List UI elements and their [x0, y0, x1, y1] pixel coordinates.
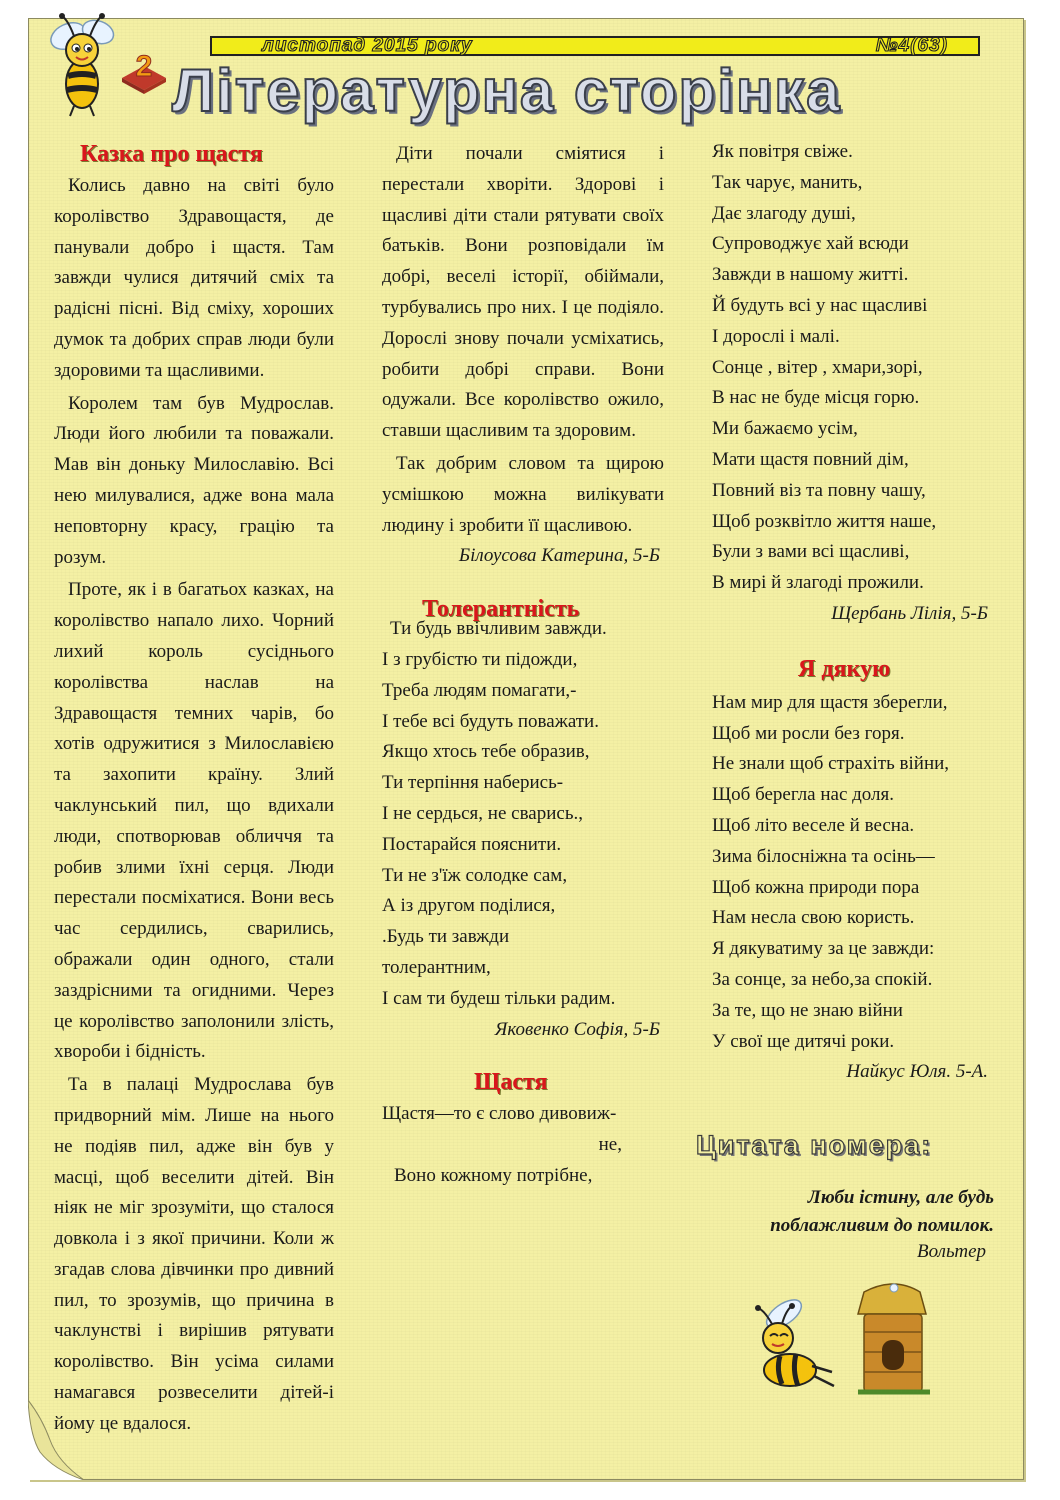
poem-line: Ти не з'їж солодке сам, — [382, 864, 568, 886]
poem-line: Зима білосніжна та осінь— — [712, 845, 935, 867]
poem-line: Як повітря свіже. — [712, 141, 853, 162]
bee-beehive-icon — [744, 1274, 940, 1404]
quote-heading: Цитата номера: — [696, 1130, 933, 1160]
svg-text:2: 2 — [135, 50, 153, 83]
issue-date: листопад 2015 року — [262, 35, 473, 56]
quote-text: Люби істину, але будь поблажливим до помилок. — [770, 1187, 994, 1236]
story-paragraph-2: Королем там був Мудрослав. Люди його любили та поважали. Мав він доньку Милославію. Всі нею милувалися, адже вона мала неповторну красу, грацію та розум. — [54, 392, 334, 568]
poem-line: І дорослі і малі. — [712, 325, 840, 347]
poem-line: Супроводжує хай всюди — [712, 233, 909, 255]
poem-line: Я дякуватиму за це завжди: — [712, 938, 935, 960]
poem-line: Постарайся пояснити. — [382, 833, 562, 855]
thanks-poem — [712, 688, 994, 1058]
poem-line: В мирі й злагоді прожили. — [712, 572, 924, 594]
column-3 — [712, 137, 994, 1088]
poem-line: І з грубістю ти підожди, — [382, 648, 578, 670]
story-paragraph-1: Колись давно на світі було королівство Здравощастя, де панували добро і щастя. Там завжди чулися дитячий сміх та радісні пісні. Від сміху, хороших думок та добрих справ люди були здоровими та щасливими. — [54, 175, 334, 381]
happiness-title: Щастя — [474, 1069, 548, 1096]
issue-header-bar — [210, 36, 980, 56]
tolerance-title: Толерантність — [422, 596, 580, 623]
poem-line: Сонце , вітер , хмари,зорі, — [712, 356, 923, 378]
happiness-poem-part-1 — [382, 1099, 664, 1191]
story-paragraph-6: Так добрим словом та щирою усмішкою можна вилікувати людину і зробити її щасливою. — [382, 452, 664, 536]
poem-line: Мати щастя повний дім, — [712, 448, 909, 470]
tolerance-author: Яковенко Софія, 5-Б — [494, 1018, 660, 1040]
poem-line: І сам ти будеш тільки радим. — [382, 987, 616, 1009]
issue-number: №4(63) — [875, 35, 948, 56]
poem-line: Ти терпіння наберись- — [382, 772, 564, 794]
poem-line: Воно кожному потрібне, — [394, 1164, 593, 1186]
quote-author: Вольтер — [917, 1241, 986, 1262]
poem-line: толерантним, — [382, 956, 491, 978]
poem-line: За те, що не знаю війни — [712, 999, 903, 1021]
story-paragraph-4: Та в палаці Мудрослава був придворний мім. Лише на нього не подіяв пил, адже він був у масці, щоб веселити дітей. Він ніяк не міг зрозуміти, що сталося довкола і з якої причини. Коли ж згадав слова дівчинки про дивний пил, то зрозумів, що причина в чаклунстві і вирішив рятувати королівство. Він усіма силами намагався розвеселити дітей-і йому це вдалося. — [54, 1074, 334, 1434]
poem-line: Нам мир для щастя зберегли, — [712, 691, 948, 713]
poem-line: Й будуть всі у нас щасливі — [712, 294, 928, 316]
poem-line: Щоб розквітло життя наше, — [712, 510, 937, 532]
tolerance-poem — [382, 614, 664, 1014]
poem-line: А із другом поділися, — [382, 895, 556, 917]
poem-line: не, — [598, 1134, 622, 1156]
poem-line: В нас не буде місця горю. — [712, 387, 920, 409]
poem-line: Щоб кожна природи пора — [712, 876, 920, 898]
poem-line: Щастя—то є слово дивовиж- — [382, 1103, 617, 1125]
poem-line: Якщо хтось тебе образив, — [382, 741, 590, 763]
poem-line: Треба людям помагати,- — [382, 679, 577, 701]
poem-line: У свої ще дитячі роки. — [712, 1030, 895, 1052]
happiness-author: Щербань Лілія, 5-Б — [831, 602, 988, 624]
poem-line: І тебе всі будуть поважати. — [382, 710, 599, 732]
poem-line: І не сердься, не сварись., — [382, 802, 583, 824]
thanks-title: Я дякую — [798, 655, 891, 682]
column-1 — [54, 137, 334, 1440]
poem-line: Повний віз та повну чашу, — [712, 479, 926, 501]
page-title: Літературна сторінка — [172, 57, 842, 124]
poem-line: .Будь ти завжди — [382, 926, 510, 948]
poem-line: Нам несла свою користь. — [712, 907, 915, 929]
story-paragraph-5: Діти почали сміятися і перестали хворіти. Здорові і щасливі діти стали рятувати своїх батьків. Вони розповідали їм добрі, веселі історії, обіймали, турбувались про них. І це подіяло. Дорослі знову почали усміхатись, робити добрі справи. Вони одужали. Все королівство ожило, ставши щасливим та здоровим. — [382, 143, 664, 442]
poem-line: Були з вами всі щасливі, — [712, 541, 910, 563]
thanks-author: Найкус Юля. 5-А. — [846, 1061, 988, 1083]
column-2 — [382, 137, 664, 1192]
poem-line: Ми бажаємо усім, — [712, 418, 858, 440]
poem-line: Дає злагоду душі, — [712, 202, 856, 224]
bee-icon — [38, 6, 128, 118]
issue-badge-icon — [118, 48, 170, 94]
poem-line: Щоб літо веселе й весна. — [712, 814, 915, 836]
story-title: Казка про щастя — [80, 141, 263, 167]
poem-line: Щоб берегла нас доля. — [712, 784, 895, 806]
poem-line: За сонце, за небо,за спокій. — [712, 968, 933, 990]
poem-line: Не знали щоб страхіть війни, — [712, 753, 950, 775]
story-author: Білоусова Катерина, 5-Б — [458, 545, 660, 567]
story-paragraph-3: Проте, як і в багатьох казках, на королівство напало лихо. Чорний лихий король сусіднього королівства наслав на Здравощастя темних чарів, бо хотів одружитися з Милославією та захопити країну. Злий чаклунський пил, що вдихали люди, спотворював обличчя та робив злими їхні серця. Люди перестали посміхатися. Вони весь час сердились, сварились, ображали один одного, стали заздрісними та огидними. Через це королівство заполонили злість, хвороби і бідність. — [54, 579, 334, 1063]
poem-line: Так чарує, манить, — [712, 171, 863, 193]
poem-line: Щоб ми росли без горя. — [712, 722, 905, 744]
poem-line: Ти будь ввічливим завжди. — [390, 618, 607, 640]
happiness-poem-part-2 — [712, 137, 994, 599]
poem-line: Завжди в нашому житті. — [712, 264, 909, 286]
